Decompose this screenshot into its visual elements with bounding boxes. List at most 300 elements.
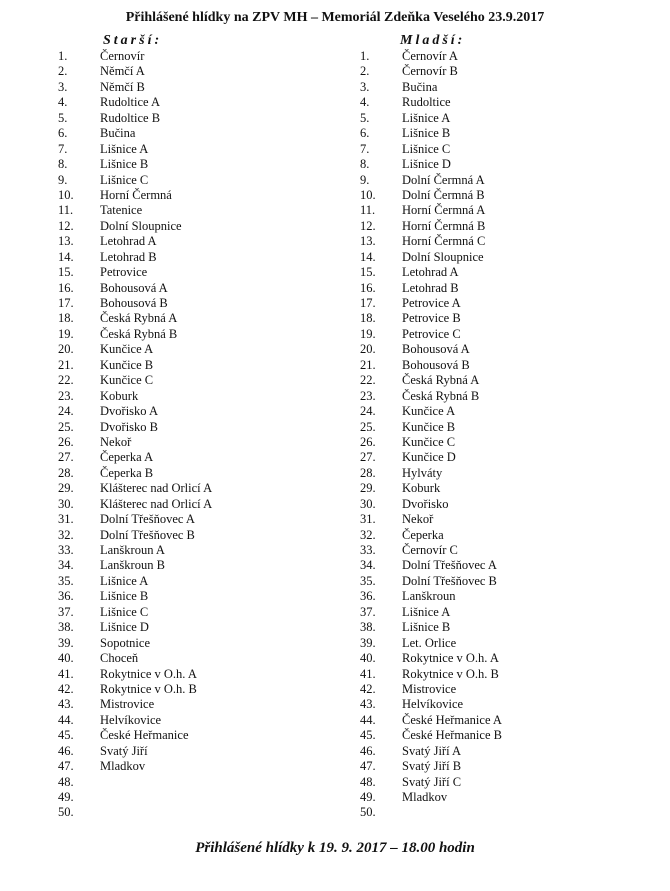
list-item [58,49,318,64]
list-item-number: 14. [58,249,74,264]
list-item-number: 48. [360,774,376,789]
mladsi-heading: Mladší: [400,33,466,48]
list-item-team: Černovír C [402,543,458,557]
list-item-team: Petrovice C [402,326,461,341]
list-item-number: 28. [360,465,376,480]
list-item [58,389,318,404]
list-item-team: Lanškroun A [100,543,165,557]
list-item [58,342,318,357]
list-item [360,203,620,218]
list-item-number: 22. [58,373,74,388]
list-item-team: Dolní Třešňovec B [402,573,497,588]
list-item [58,250,318,265]
list-item [360,728,620,743]
list-item [58,713,318,728]
list-item-team: Rudoltice A [100,95,161,110]
list-item [360,95,620,110]
list-item-team: Černovír [100,49,145,63]
list-item [58,311,318,326]
list-item [58,203,318,218]
list-item [58,234,318,249]
list-item-team: Česká Rybná A [100,311,178,326]
list-item [360,265,620,280]
list-item [360,790,620,805]
list-item [360,80,620,95]
list-item [360,775,620,790]
list-item [58,420,318,435]
list-item-number: 27. [58,450,74,465]
list-item [58,528,318,543]
list-item-team: Bohousová A [402,342,470,357]
list-item-number: 7. [58,141,68,156]
list-item-number: 39. [58,635,74,650]
list-item-team: Svatý Jiří A [402,743,462,758]
list-item-number: 3. [360,79,370,94]
list-item-number: 1. [58,49,68,63]
list-item-number: 21. [360,357,376,372]
list-item-team: Němčí B [100,79,145,94]
list-item-number: 43. [360,697,376,712]
list-item-team: Lišnice A [100,141,149,156]
list-item-team: Dolní Třešňovec A [100,512,195,527]
list-item-team: Letohrad B [100,249,157,264]
list-item [360,142,620,157]
list-item [360,574,620,589]
list-item [58,157,318,172]
list-item-number: 16. [360,280,376,295]
list-item-team: Lišnice A [402,110,451,125]
list-item [58,281,318,296]
list-item-number: 34. [58,558,74,573]
list-item-number: 29. [360,481,376,496]
list-item-team: Koburk [100,388,139,403]
list-item [58,620,318,635]
list-item-number: 18. [360,311,376,326]
list-item [58,759,318,774]
list-item [58,95,318,110]
list-item-team: Dolní Sloupnice [100,218,182,233]
list-item-team: Kunčice C [402,434,456,449]
list-item [58,265,318,280]
list-item [360,358,620,373]
starsi-heading: Starší: [103,33,163,48]
list-item [58,605,318,620]
list-item [58,219,318,234]
list-item-team: Čeperka B [100,465,154,480]
list-item-team: Lišnice C [100,172,149,187]
list-item-team: Dvořisko A [100,404,158,419]
list-item [58,543,318,558]
list-item-number: 5. [360,110,370,125]
list-item-team: Hylváty [402,465,443,480]
list-item-number: 9. [58,172,68,187]
list-item [58,744,318,759]
list-item [58,358,318,373]
list-item [360,420,620,435]
list-item-team: Lišnice B [100,589,149,604]
list-item-number: 47. [360,759,376,774]
list-item-team: Kunčice B [100,357,154,372]
list-item-team: Rokytnice v O.h. B [100,681,197,696]
list-item-number: 29. [58,481,74,496]
list-item-number: 13. [360,234,376,249]
list-item-team: Helvíkovice [100,712,162,727]
list-item [360,250,620,265]
list-item-number: 4. [360,95,370,110]
list-item-number: 26. [360,434,376,449]
list-item-number: 27. [360,450,376,465]
list-item-team: Lanškroun B [100,558,165,573]
list-item [58,512,318,527]
list-item-number: 47. [58,759,74,774]
list-item-number: 3. [58,79,68,94]
list-item-number: 15. [58,265,74,280]
list-item [58,142,318,157]
list-item [360,636,620,651]
list-item-number: 21. [58,357,74,372]
list-item-team: Let. Orlice [402,635,457,650]
list-item-number: 20. [360,342,376,357]
list-item-number: 37. [360,604,376,619]
list-item [360,620,620,635]
list-item [360,543,620,558]
page-title: Přihlášené hlídky na ZPV MH – Memoriál Zdeňka Veselého 23.9.2017 [125,10,545,25]
list-item [360,64,620,79]
list-item [58,188,318,203]
list-item-number: 19. [58,326,74,341]
list-item [360,404,620,419]
list-item-number: 17. [360,296,376,310]
list-item-number: 9. [360,172,370,187]
list-item-team: Lišnice B [402,126,451,141]
list-item [58,111,318,126]
list-item-number: 38. [360,620,376,635]
list-item-team: Petrovice [100,265,148,280]
list-item-team: Sopotnice [100,635,150,650]
list-item [360,157,620,172]
list-item-team: Svatý Jiří C [402,774,462,789]
list-item [360,342,620,357]
list-item-team: Bohousová A [100,280,168,295]
list-item-team: Klášterec nad Orlicí A [100,481,213,496]
list-item-team: Klášterec nad Orlicí A [100,496,213,511]
list-item [360,558,620,573]
list-item-team: Kunčice A [402,404,456,419]
list-item-team: Bučina [100,126,136,141]
list-item-team: Choceň [100,651,139,666]
list-item-number: 41. [58,666,74,681]
list-item-team: Lišnice B [100,157,149,172]
list-item-team: Lišnice B [402,620,451,635]
list-item-number: 45. [360,728,376,743]
list-item-team: Letohrad A [402,265,459,280]
list-item-team: Česká Rybná B [402,388,480,403]
list-item-team: Dvořisko B [100,419,158,434]
list-item-number: 2. [360,64,370,79]
list-item-number: 28. [58,465,74,480]
list-item-number: 13. [58,234,74,249]
list-item-team: Lišnice A [402,604,451,619]
list-item [58,435,318,450]
list-item [360,450,620,465]
list-item-number: 36. [360,589,376,604]
list-item-number: 37. [58,604,74,619]
list-item-team: Lanškroun [402,589,456,604]
list-item-team: Čeperka A [100,450,154,465]
list-item [360,697,620,712]
list-item-team: Helvíkovice [402,697,464,712]
list-item [58,327,318,342]
list-item-number: 1. [360,49,370,63]
list-item-team: Dolní Čermná B [402,187,485,202]
list-item-team: Kunčice D [402,450,456,465]
list-item-number: 2. [58,64,68,79]
list-item-number: 35. [360,573,376,588]
list-item-number: 30. [58,496,74,511]
list-item-team: Rudoltice [402,95,451,110]
list-item-number: 16. [58,280,74,295]
list-item-number: 50. [360,805,376,820]
list-item-number: 23. [58,388,74,403]
list-item-team: Letohrad A [100,234,157,249]
list-item [58,450,318,465]
list-item-team: Lišnice C [100,604,149,619]
list-item-number: 44. [360,712,376,727]
list-item-number: 12. [58,218,74,233]
list-item [360,311,620,326]
list-item [360,219,620,234]
list-item [58,481,318,496]
list-item-number: 22. [360,373,376,388]
list-item-team: Letohrad B [402,280,459,295]
list-item [360,435,620,450]
list-item [360,389,620,404]
list-item-team: Lišnice D [402,157,451,172]
list-item [360,667,620,682]
list-item [58,558,318,573]
list-item-number: 31. [58,512,74,527]
list-item [360,481,620,496]
list-item-number: 10. [360,187,376,202]
list-item-team: Černovír A [402,49,458,63]
list-item [58,466,318,481]
list-item-team: Mladkov [100,759,146,774]
list-item [58,667,318,682]
list-item-team: Svatý Jiří B [402,759,462,774]
list-item-number: 42. [360,681,376,696]
list-item-number: 24. [58,404,74,419]
list-item [360,805,620,820]
list-item-number: 15. [360,265,376,280]
list-item-team: Tatenice [100,203,143,218]
list-item-number: 42. [58,681,74,696]
list-item [360,512,620,527]
list-item [360,682,620,697]
list-item-number: 41. [360,666,376,681]
list-item-number: 40. [360,651,376,666]
list-item-team: Lišnice A [100,573,149,588]
list-item-team: Lišnice D [100,620,149,635]
list-item-team: Rudoltice B [100,110,161,125]
list-item-number: 12. [360,218,376,233]
list-item [360,327,620,342]
list-item-team: Bohousová B [100,296,168,310]
list-item-number: 46. [360,743,376,758]
list-item-team: Rokytnice v O.h. A [402,651,499,666]
list-item [360,589,620,604]
list-item-number: 6. [360,126,370,141]
list-item [360,759,620,774]
list-item-team: Černovír B [402,64,458,79]
list-item-team: Bučina [402,79,438,94]
list-item [58,651,318,666]
list-item [58,790,318,805]
list-item-team: Kunčice C [100,373,154,388]
list-item-team: Čeperka [402,527,444,542]
list-item [58,697,318,712]
list-item [58,805,318,820]
list-item [58,574,318,589]
list-item-team: České Heřmanice A [402,712,502,727]
list-item-number: 40. [58,651,74,666]
list-item-number: 8. [58,157,68,172]
starsi-list [58,49,318,821]
list-item [58,404,318,419]
list-item-team: Česká Rybná A [402,373,480,388]
list-item-number: 4. [58,95,68,110]
list-item-number: 49. [58,790,74,804]
list-item-number: 19. [360,326,376,341]
list-item-team: Petrovice B [402,311,461,326]
list-item-number: 25. [360,419,376,434]
list-item-team: Horní Čermná C [402,234,486,249]
list-item-number: 35. [58,573,74,588]
list-item-team: Dolní Sloupnice [402,249,484,264]
list-item-team: Rokytnice v O.h. A [100,666,197,681]
list-item [58,373,318,388]
list-item [360,49,620,64]
list-item-number: 38. [58,620,74,635]
list-item [58,173,318,188]
list-item [360,605,620,620]
list-item-number: 5. [58,110,68,125]
list-item [360,744,620,759]
list-item-team: Rokytnice v O.h. B [402,666,499,681]
list-item [360,281,620,296]
list-item-team: Mistrovice [100,697,155,712]
list-item-team: Lišnice C [402,141,451,156]
list-item [58,728,318,743]
list-item-number: 46. [58,743,74,758]
list-item-team: Němčí A [100,64,145,79]
list-item [58,296,318,311]
list-item-number: 17. [58,296,74,310]
list-item [360,126,620,141]
list-item-number: 30. [360,496,376,511]
list-item-number: 48. [58,774,74,789]
list-item-number: 50. [58,805,74,820]
list-item-team: Nekoř [402,512,434,527]
list-item-team: České Heřmanice [100,728,189,743]
list-item [58,682,318,697]
list-item-team: Horní Čermná A [402,203,486,218]
list-item-number: 25. [58,419,74,434]
list-item-number: 6. [58,126,68,141]
list-item-number: 31. [360,512,376,527]
list-item-team: Mistrovice [402,681,457,696]
list-item [58,80,318,95]
list-item [360,173,620,188]
list-item [360,713,620,728]
mladsi-list [360,49,620,821]
list-item-team: Horní Čermná B [402,218,486,233]
list-item-number: 20. [58,342,74,357]
list-item-number: 33. [58,543,74,557]
list-item-number: 49. [360,790,376,804]
list-item [58,126,318,141]
list-item-number: 26. [58,434,74,449]
list-item-team: Česká Rybná B [100,326,178,341]
list-item-team: Petrovice A [402,296,461,310]
list-item-team: Dvořisko [402,496,449,511]
list-item [360,466,620,481]
list-item-number: 39. [360,635,376,650]
list-item [360,528,620,543]
list-item-number: 23. [360,388,376,403]
list-item [360,497,620,512]
list-item-team: Dolní Třešňovec A [402,558,497,573]
list-item-number: 44. [58,712,74,727]
list-item [58,589,318,604]
list-item-number: 8. [360,157,370,172]
list-item-team: Nekoř [100,434,132,449]
list-item-number: 7. [360,141,370,156]
list-item-team: Dolní Třešňovec B [100,527,195,542]
list-item-number: 45. [58,728,74,743]
list-item-number: 24. [360,404,376,419]
list-item [58,775,318,790]
list-item-number: 34. [360,558,376,573]
list-item [360,188,620,203]
list-item [58,636,318,651]
list-item-number: 36. [58,589,74,604]
list-item [360,234,620,249]
list-item-number: 32. [58,527,74,542]
list-item-team: Koburk [402,481,441,496]
list-item-team: Kunčice A [100,342,154,357]
list-item-number: 43. [58,697,74,712]
list-item-number: 32. [360,527,376,542]
list-item-number: 33. [360,543,376,557]
list-item-team: Horní Čermná [100,187,172,202]
list-item [58,64,318,79]
list-item-team: Mladkov [402,790,448,804]
footer-note: Přihlášené hlídky k 19. 9. 2017 – 18.00 hodin [195,840,475,856]
list-item-team: Svatý Jiří [100,743,148,758]
list-item-number: 11. [58,203,74,218]
list-item-team: Dolní Čermná A [402,172,485,187]
list-item [360,111,620,126]
list-item-team: Bohousová B [402,357,470,372]
list-item-team: Kunčice B [402,419,456,434]
list-item-number: 18. [58,311,74,326]
list-item [360,651,620,666]
list-item-number: 14. [360,249,376,264]
list-item [360,373,620,388]
list-item-number: 10. [58,187,74,202]
list-item [58,497,318,512]
list-item-number: 11. [360,203,376,218]
